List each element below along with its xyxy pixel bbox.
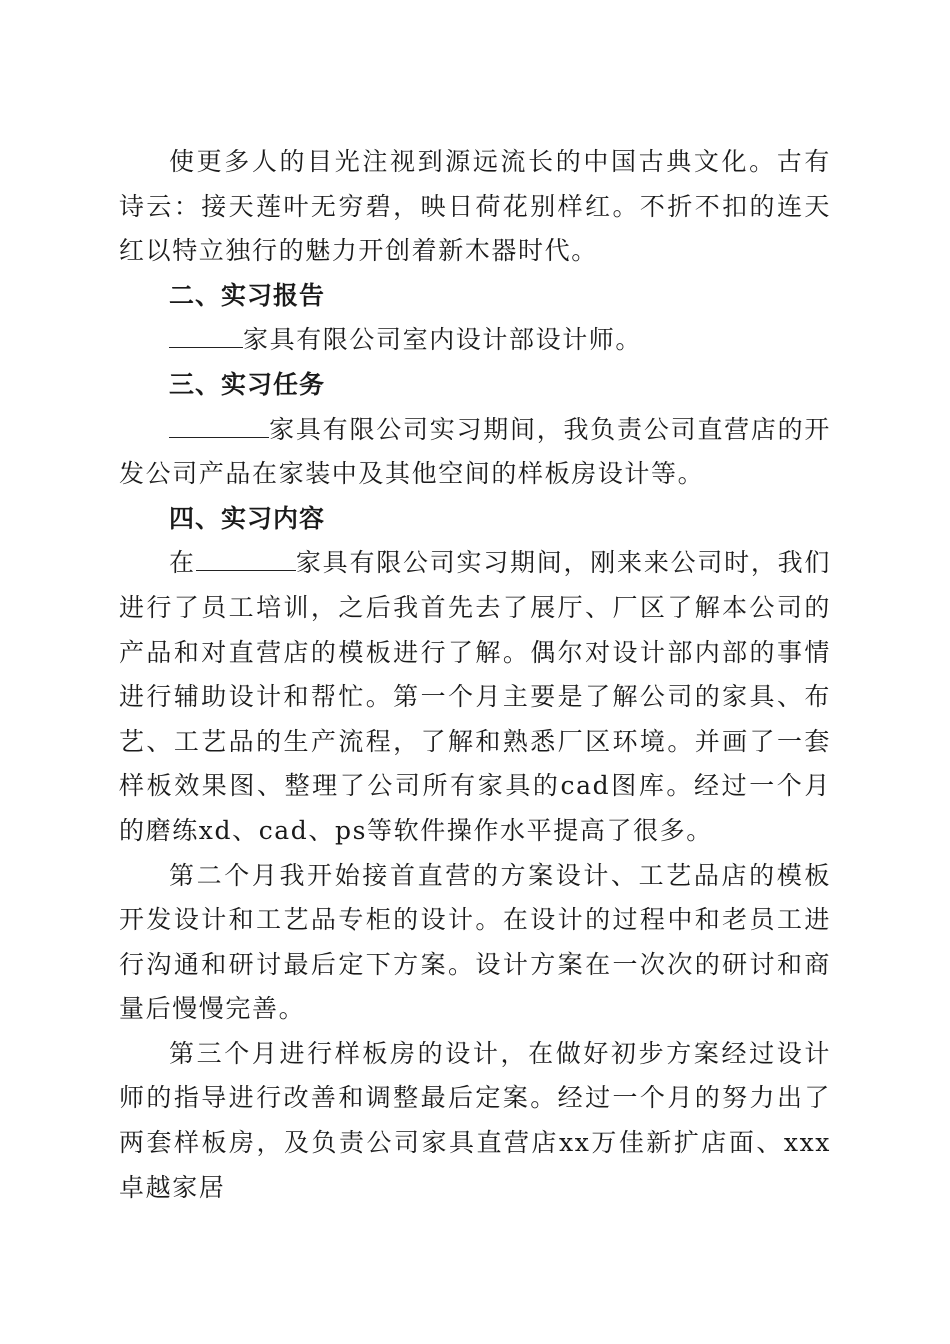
heading-internship-task: 三、实习任务 (169, 369, 326, 399)
month2-paragraph: 第二个月我开始接首直营的方案设计、工艺品店的模板开发设计和工艺品专柜的设计。在设计的过程中和老员工进行沟通和研讨最后定下方案。设计方案在一次次的研讨和商量后慢慢完善。 (119, 860, 831, 1024)
fill-in-blank (169, 323, 243, 348)
month3-paragraph: 第三个月进行样板房的设计，在做好初步方案经过设计师的指导进行改善和调整最后定案。经过一个月的努力出了两套样板房，及负责公司家具直营店xx万佳新扩店面、xxx卓越家居 (119, 1038, 831, 1202)
content-paragraph: 在 家具有限公司实习期间，刚来来公司时，我们进行了员工培训，之后我首先去了展厅、厂区了解本公司的产品和对直营店的模板进行了解。偶尔对设计部内部的事情进行辅助设计和帮忙。第一个月主要是了解公司的家具、布艺、工艺品的生产流程，了解和熟悉厂区环境。并画了一套样板效果图、整理了公司所有家具的cad图库。经过一个月的磨练xd、cad、ps等软件操作水平提高了很多。 (119, 548, 831, 845)
report-paragraph: 家具有限公司室内设计部设计师。 (119, 318, 831, 363)
fill-in-blank (196, 546, 296, 571)
heading-internship-content: 四、实习内容 (169, 503, 326, 533)
fill-in-blank (169, 413, 269, 438)
task-paragraph: 家具有限公司实习期间，我负责公司直营店的开发公司产品在家装中及其他空间的样板房设计等。 (119, 414, 831, 489)
heading-internship-report: 二、实习报告 (169, 280, 326, 310)
document-body (119, 140, 831, 1210)
intro-paragraph: 使更多人的目光注视到源远流长的中国古典文化。古有诗云：接天莲叶无穷碧，映日荷花别样红。不折不扣的连天红以特立独行的魅力开创着新木器时代。 (119, 147, 831, 266)
